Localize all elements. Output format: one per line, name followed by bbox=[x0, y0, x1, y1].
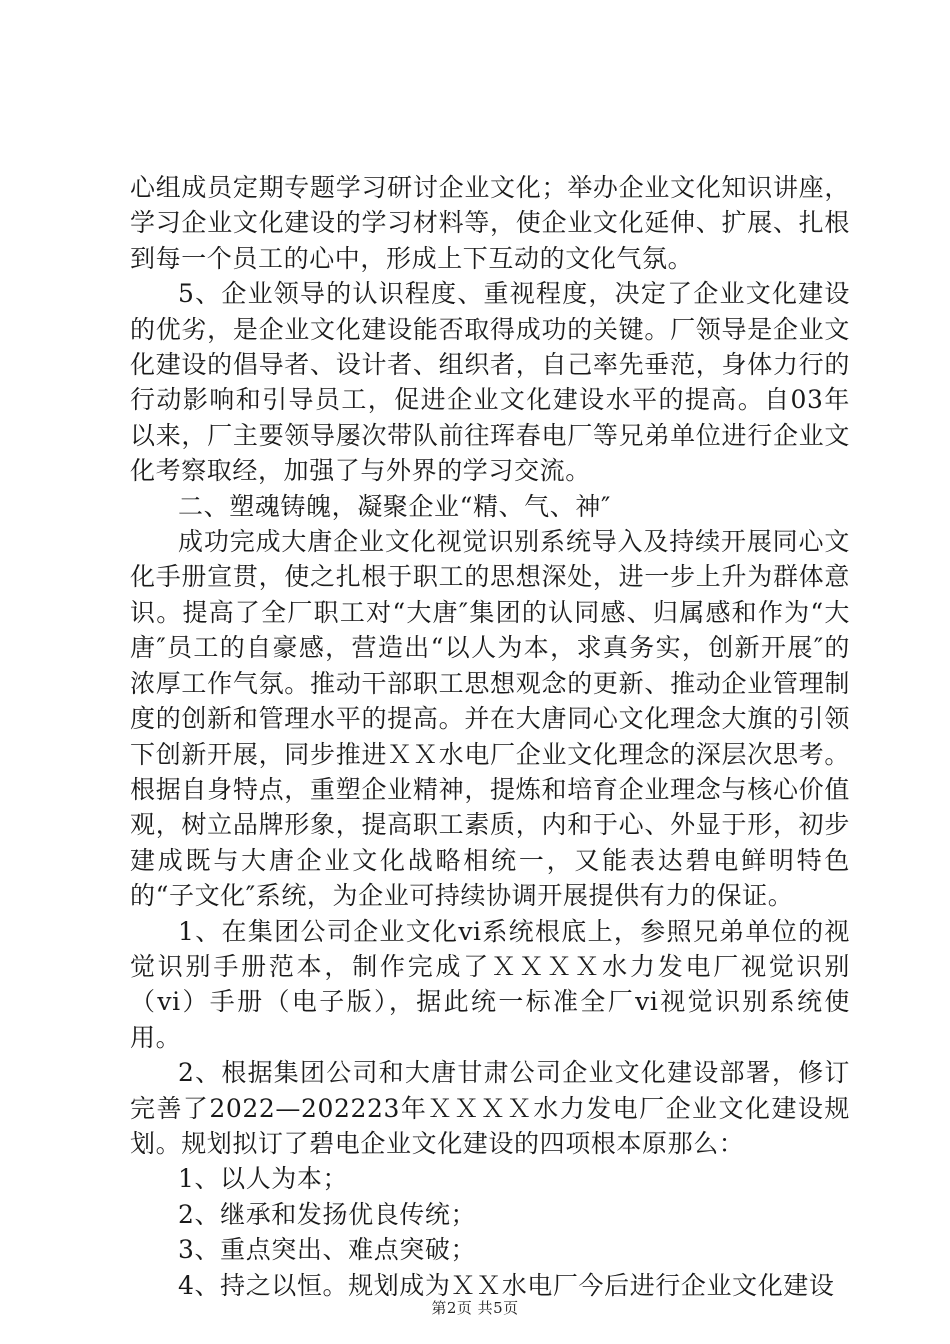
paragraph-item-1-vi-manual: 1、在集团公司企业文化vi系统根底上，参照兄弟单位的视觉识别手册范本，制作完成了ＸＸＸＸ水力发电厂视觉识别（vi）手册（电子版），据此统一标准全厂vi视觉识别系统使用。 bbox=[130, 916, 850, 1052]
paragraph-section-2-intro: 成功完成大唐企业文化视觉识别系统导入及持续开展同心文化手册宣贯，使之扎根于职工的思想深处，进一步上升为群体意识。提高了全厂职工对“大唐″集团的认同感、归属感和作为“大唐″员工的自豪感，营造出“以人为本，求真务实，创新开展″的浓厚工作气氛。推动干部职工思想观念的更新、推动企业管理制度的创新和管理水平的提高。并在大唐同心文化理念大旗的引领下创新开展，同步推进ＸＸ水电厂企业文化理念的深层次思考。根据自身特点，重塑企业精神，提炼和培育企业理念与核心价值观，树立品牌形象，提高职工素质，内和于心、外显于形，初步建成既与大唐企业文化战略相统一，又能表达碧电鲜明特色的“子文化″系统，为企业可持续协调开展提供有力的保证。 bbox=[130, 527, 850, 911]
principle-item-1: 1、以人为本； bbox=[178, 1164, 349, 1194]
principle-item-3: 3、重点突出、难点突破； bbox=[178, 1235, 477, 1265]
principle-item-2: 2、继承和发扬优良传统； bbox=[178, 1199, 477, 1229]
paragraph-continuation: 心组成员定期专题学习研讨企业文化；举办企业文化知识讲座，学习企业文化建设的学习材料等，使企业文化延伸、扩展、扎根到每一个员工的心中，形成上下互动的文化气氛。 bbox=[130, 173, 850, 273]
document-body bbox=[130, 170, 850, 1303]
page-footer bbox=[0, 1297, 950, 1318]
section-heading-2: 二、塑魂铸魄，凝聚企业“精、气、神″ bbox=[178, 491, 611, 521]
principle-item-4: 4、持之以恒。规划成为ＸＸ水电厂今后进行企业文化建设 bbox=[178, 1270, 835, 1300]
paragraph-item-2-planning: 2、根据集团公司和大唐甘肃公司企业文化建设部署，修订完善了2022—202223年ＸＸＸＸ水力发电厂企业文化建设规划。规划拟订了碧电企业文化建设的四项根本原那么： bbox=[130, 1058, 850, 1158]
page-number-label: 第2页 共5页 bbox=[431, 1299, 519, 1317]
paragraph-item-5-leadership: 5、企业领导的认识程度、重视程度，决定了企业文化建设的优劣，是企业文化建设能否取得成功的关键。厂领导是企业文化建设的倡导者、设计者、组织者，自己率先垂范，身体力行的行动影响和引导员工，促进企业文化建设水平的提高。自03年以来，厂主要领导屡次带队前往珲春电厂等兄弟单位进行企业文化考察取经，加强了与外界的学习交流。 bbox=[130, 279, 850, 486]
